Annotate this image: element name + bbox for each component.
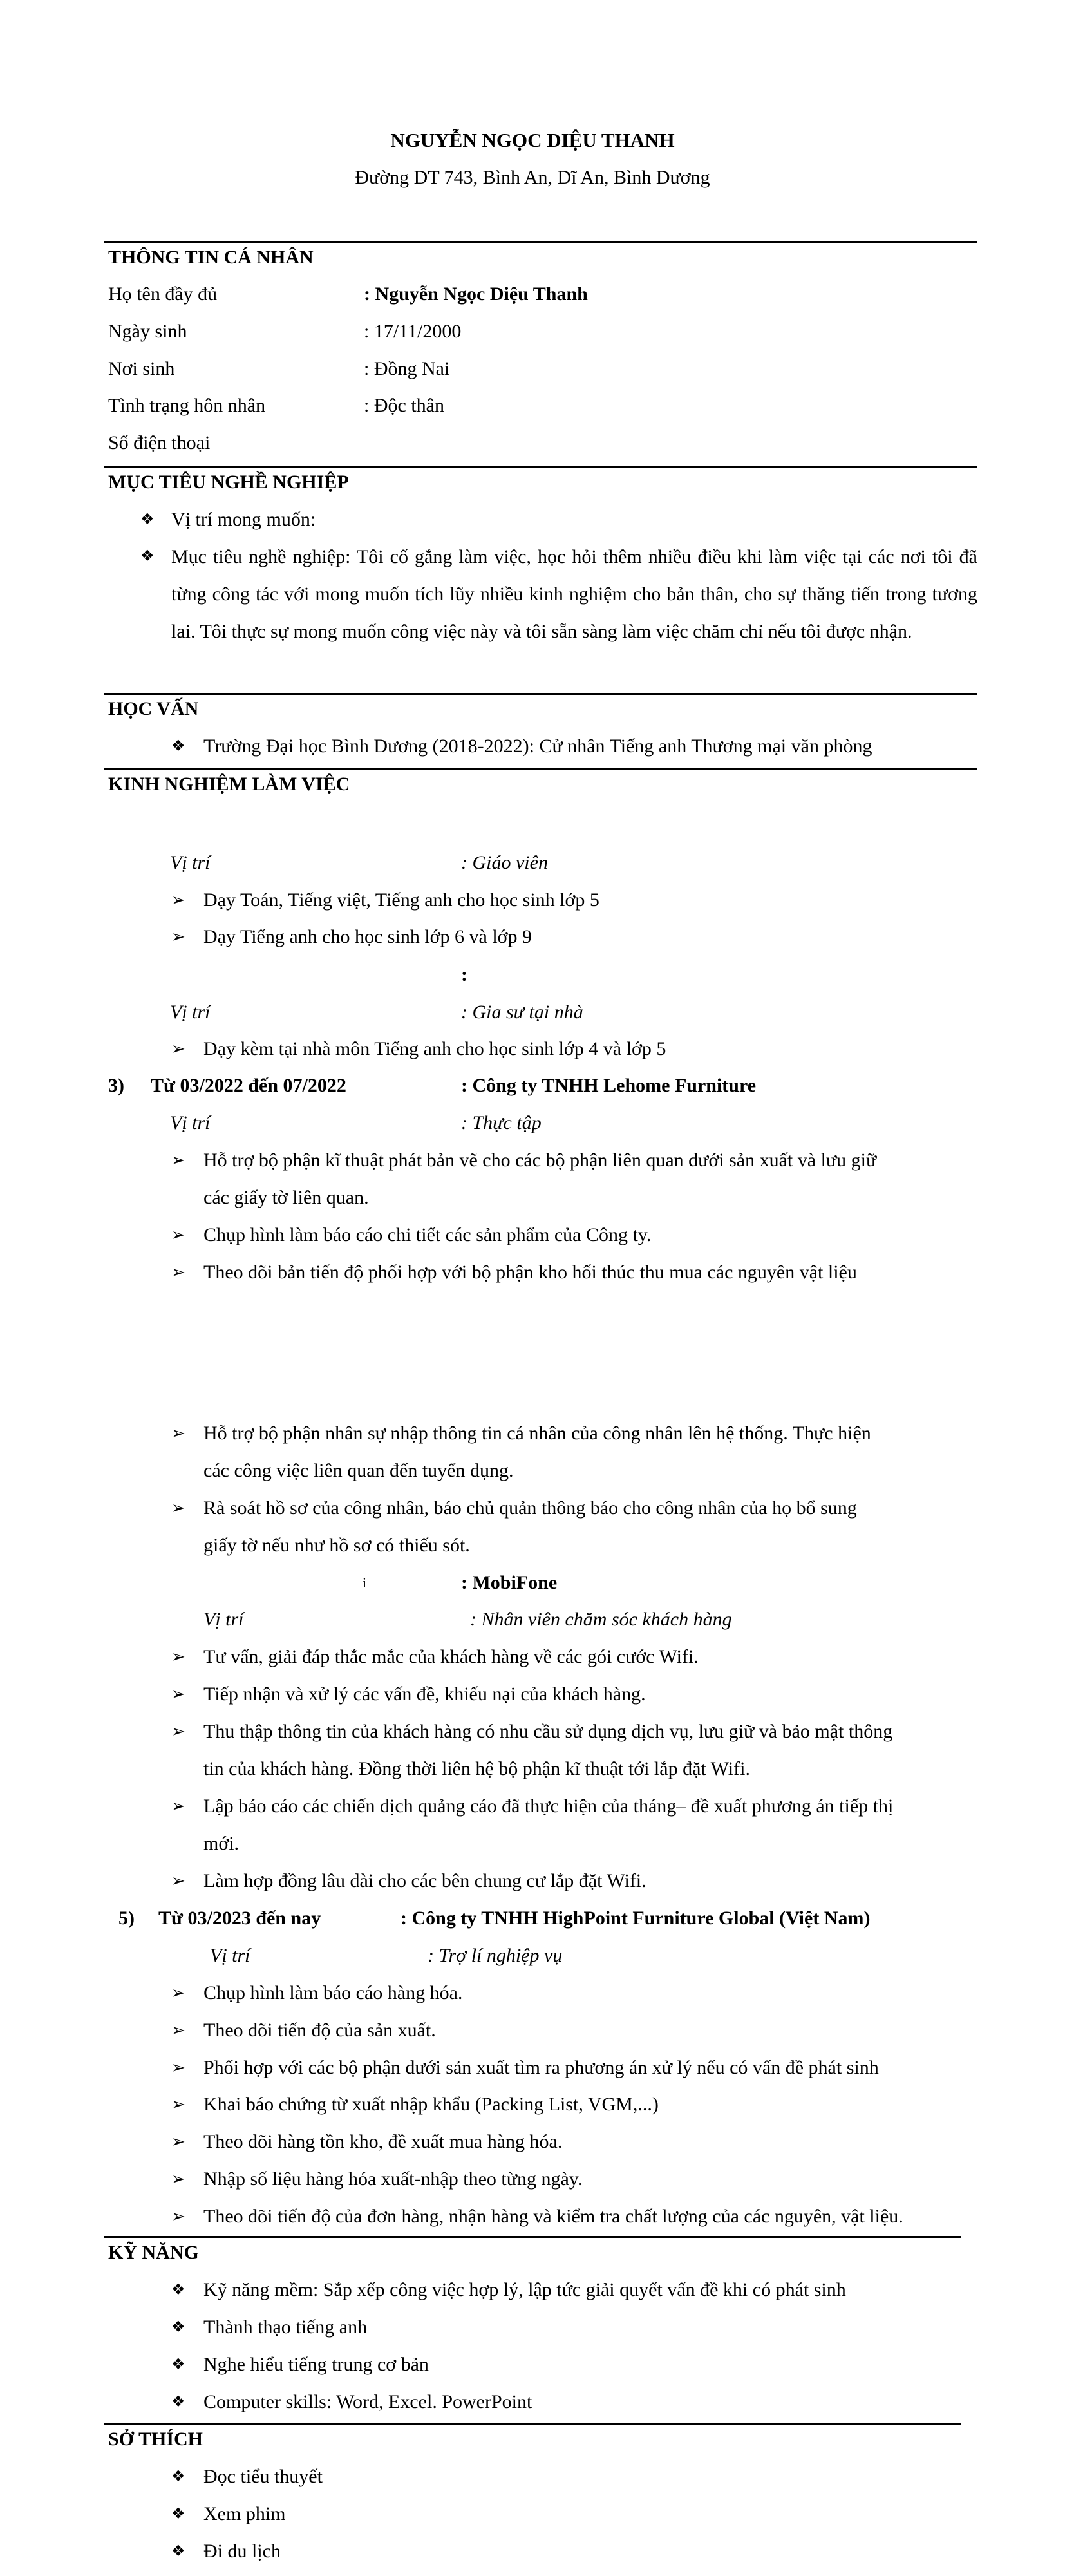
skill-item: Nghe hiểu tiếng trung cơ bản — [203, 2354, 429, 2375]
job5-task: Phối hợp với các bộ phận dưới sản xuất tìm ra phương án xử lý nếu có vấn đề phát sinh — [203, 2057, 879, 2078]
objective-goal: Mục tiêu nghề nghiệp: Tôi cố gắng làm việc, học hỏi thêm nhiều điều khi làm việc tại các nơi tôi đã từng công tác với mong muốn tích lũy nhiều kinh nghiệm cho bản thân, cho sự thăng tiến trong tương lai. Tôi thực sự mong muốn công việc này và tôi sẵn sàng làm việc chăm chỉ nếu tôi được nhận. — [171, 546, 977, 642]
job4-task: tin của khách hàng. Đồng thời liên hệ bộ phận kĩ thuật tới lắp đặt Wifi. — [203, 1758, 750, 1779]
diamond-bullet-icon: ❖ — [171, 2506, 185, 2523]
job3-task: các công việc liên quan đến tuyển dụng. — [203, 1460, 514, 1481]
job4-task: Tiếp nhận và xử lý các vấn đề, khiếu nại của khách hàng. — [203, 1683, 646, 1705]
job4-task: mới. — [203, 1833, 240, 1854]
diamond-bullet-icon: ❖ — [171, 2319, 185, 2336]
skill-item: Thành thạo tiếng anh — [203, 2316, 368, 2338]
arrow-bullet-icon: ➢ — [171, 2132, 185, 2151]
arrow-bullet-icon: ➢ — [171, 2095, 185, 2114]
arrow-bullet-icon: ➢ — [171, 1984, 185, 2002]
job5-task: Khai báo chứng từ xuất nhập khẩu (Packing List, VGM,...) — [203, 2094, 659, 2115]
job1-role-label: Vị trí — [170, 852, 211, 873]
job1-task: Dạy Toán, Tiếng việt, Tiếng anh cho học sinh lớp 5 — [203, 889, 599, 911]
label-birthplace: Nơi sinh — [108, 358, 175, 379]
value-birthplace: : Đồng Nai — [364, 358, 450, 379]
job5-period: Từ 03/2023 đến nay — [158, 1908, 321, 1929]
section-title-objective: MỤC TIÊU NGHỀ NGHIỆP — [108, 471, 349, 493]
job3-task: giấy tờ nếu như hồ sơ có thiếu sót. — [203, 1535, 470, 1556]
job2-colon: : — [461, 964, 467, 985]
arrow-bullet-icon: ➢ — [171, 1499, 185, 1517]
section-rule — [104, 241, 977, 243]
label-birthdate: Ngày sinh — [108, 321, 187, 342]
job3-period: Từ 03/2022 đến 07/2022 — [151, 1075, 346, 1096]
job5-task: Nhập số liệu hàng hóa xuất-nhập theo từng ngày. — [203, 2168, 583, 2190]
job3-role-label: Vị trí — [170, 1112, 211, 1133]
section-title-personal: THÔNG TIN CÁ NHÂN — [108, 247, 314, 268]
job3-task: các giấy tờ liên quan. — [203, 1187, 369, 1208]
job4-company: : MobiFone — [461, 1572, 558, 1593]
arrow-bullet-icon: ➢ — [171, 2170, 185, 2188]
job2-role-label: Vị trí — [170, 1001, 211, 1023]
diamond-bullet-icon: ❖ — [171, 2394, 185, 2410]
diamond-bullet-icon: ❖ — [171, 2468, 185, 2485]
arrow-bullet-icon: ➢ — [171, 1039, 185, 1058]
arrow-bullet-icon: ➢ — [171, 1151, 185, 1170]
arrow-bullet-icon: ➢ — [171, 1871, 185, 1890]
objective-position: Vị trí mong muốn: — [171, 509, 316, 530]
education-item: Trường Đại học Bình Dương (2018-2022): Cử nhân Tiếng anh Thương mại văn phòng — [203, 735, 872, 757]
arrow-bullet-icon: ➢ — [171, 927, 185, 946]
arrow-bullet-icon: ➢ — [171, 1226, 185, 1244]
arrow-bullet-icon: ➢ — [171, 2058, 185, 2077]
job4-task: Tư vấn, giải đáp thắc mắc của khách hàng về các gói cước Wifi. — [203, 1646, 699, 1667]
diamond-bullet-icon: ❖ — [171, 2543, 185, 2560]
job3-task: Hỗ trợ bộ phận kĩ thuật phát bản vẽ cho các bộ phận liên quan dưới sản xuất và lưu giữ — [203, 1150, 877, 1171]
value-birthdate: : 17/11/2000 — [364, 321, 462, 342]
job1-role-value: : Giáo viên — [461, 852, 548, 873]
diamond-bullet-icon: ❖ — [171, 2282, 185, 2298]
job5-task: Chụp hình làm báo cáo hàng hóa. — [203, 1982, 463, 2003]
job4-role-value: : Nhân viên chăm sóc khách hàng — [470, 1609, 732, 1630]
arrow-bullet-icon: ➢ — [171, 891, 185, 909]
section-title-skills: KỸ NĂNG — [108, 2242, 199, 2263]
skill-item: Kỹ năng mềm: Sắp xếp công việc hợp lý, lập tức giải quyết vấn đề khi có phát sinh — [203, 2279, 846, 2300]
section-title-education: HỌC VẤN — [108, 698, 199, 719]
job3-number: 3) — [108, 1075, 124, 1096]
label-phone: Số điện thoại — [108, 432, 211, 453]
job2-task: Dạy kèm tại nhà môn Tiếng anh cho học sinh lớp 4 và lớp 5 — [203, 1038, 666, 1059]
value-marital: : Độc thân — [364, 395, 444, 416]
section-rule — [104, 466, 977, 468]
job5-task: Theo dõi tiến độ của sản xuất. — [203, 2020, 436, 2041]
diamond-bullet-icon: ❖ — [140, 548, 155, 565]
job4-task: Thu thập thông tin của khách hàng có nhu cầu sử dụng dịch vụ, lưu giữ và bảo mật thông — [203, 1721, 893, 1742]
label-marital: Tình trạng hôn nhân — [108, 395, 266, 416]
skill-item: Computer skills: Word, Excel. PowerPoint — [203, 2391, 532, 2412]
arrow-bullet-icon: ➢ — [171, 1424, 185, 1443]
label-fullname: Họ tên đầy đủ — [108, 283, 218, 305]
job5-task: Theo dõi hàng tồn kho, đề xuất mua hàng hóa. — [203, 2131, 563, 2152]
hobby-item: Xem phim — [203, 2503, 286, 2524]
job4-role-label: Vị trí — [203, 1609, 244, 1630]
job3-company: : Công ty TNHH Lehome Furniture — [461, 1075, 757, 1096]
arrow-bullet-icon: ➢ — [171, 1685, 185, 1703]
job1-task: Dạy Tiếng anh cho học sinh lớp 6 và lớp 9 — [203, 926, 532, 947]
section-rule — [104, 2423, 961, 2425]
section-rule — [104, 768, 977, 770]
arrow-bullet-icon: ➢ — [171, 1263, 185, 1282]
job5-role-value: : Trợ lí nghiệp vụ — [428, 1945, 563, 1966]
job3-task: Theo dõi bản tiến độ phối hợp với bộ phận kho hối thúc thu mua các nguyên vật liệu — [203, 1262, 857, 1283]
cv-name: NGUYỄN NGỌC DIỆU THANH — [390, 129, 675, 151]
arrow-bullet-icon: ➢ — [171, 1797, 185, 1815]
job2-role-value: : Gia sư tại nhà — [461, 1001, 583, 1023]
job3-task: Hỗ trợ bộ phận nhân sự nhập thông tin cá nhân của công nhân lên hệ thống. Thực hiện — [203, 1423, 871, 1444]
job3-task: Chụp hình làm báo cáo chi tiết các sản phẩm của Công ty. — [203, 1224, 652, 1245]
job3-role-value: : Thực tập — [461, 1112, 542, 1133]
diamond-bullet-icon: ❖ — [171, 2356, 185, 2373]
arrow-bullet-icon: ➢ — [171, 1722, 185, 1741]
job5-role-label: Vị trí — [210, 1945, 250, 1966]
section-title-hobbies: SỞ THÍCH — [108, 2429, 203, 2450]
arrow-bullet-icon: ➢ — [171, 2207, 185, 2226]
section-rule — [104, 2236, 961, 2238]
job5-company: : Công ty TNHH HighPoint Furniture Global (Việt Nam) — [401, 1908, 871, 1929]
cv-address: Đường DT 743, Bình An, Dĩ An, Bình Dương — [355, 167, 710, 188]
job5-number: 5) — [118, 1908, 135, 1929]
arrow-bullet-icon: ➢ — [171, 2021, 185, 2040]
job4-task: Lập báo cáo các chiến dịch quảng cáo đã thực hiện của tháng– đề xuất phương án tiếp thị — [203, 1795, 894, 1817]
job5-task: Theo dõi tiến độ của đơn hàng, nhận hàng và kiểm tra chất lượng của các nguyên, vật liệu. — [203, 2206, 903, 2227]
job4-task: Làm hợp đồng lâu dài cho các bên chung cư lắp đặt Wifi. — [203, 1870, 646, 1891]
diamond-bullet-icon: ❖ — [171, 738, 185, 755]
arrow-bullet-icon: ➢ — [171, 1647, 185, 1666]
job3-task: Rà soát hồ sơ của công nhân, báo chủ quản thông báo cho công nhân của họ bổ sung — [203, 1497, 857, 1519]
value-fullname: : Nguyễn Ngọc Diệu Thanh — [364, 283, 588, 305]
hobby-item: Đi du lịch — [203, 2541, 281, 2562]
section-title-experience: KINH NGHIỆM LÀM VIỆC — [108, 773, 350, 795]
diamond-bullet-icon: ❖ — [140, 511, 155, 528]
hobby-item: Đọc tiểu thuyết — [203, 2466, 323, 2487]
section-rule — [104, 693, 977, 695]
job4-mark: i — [363, 1575, 367, 1591]
